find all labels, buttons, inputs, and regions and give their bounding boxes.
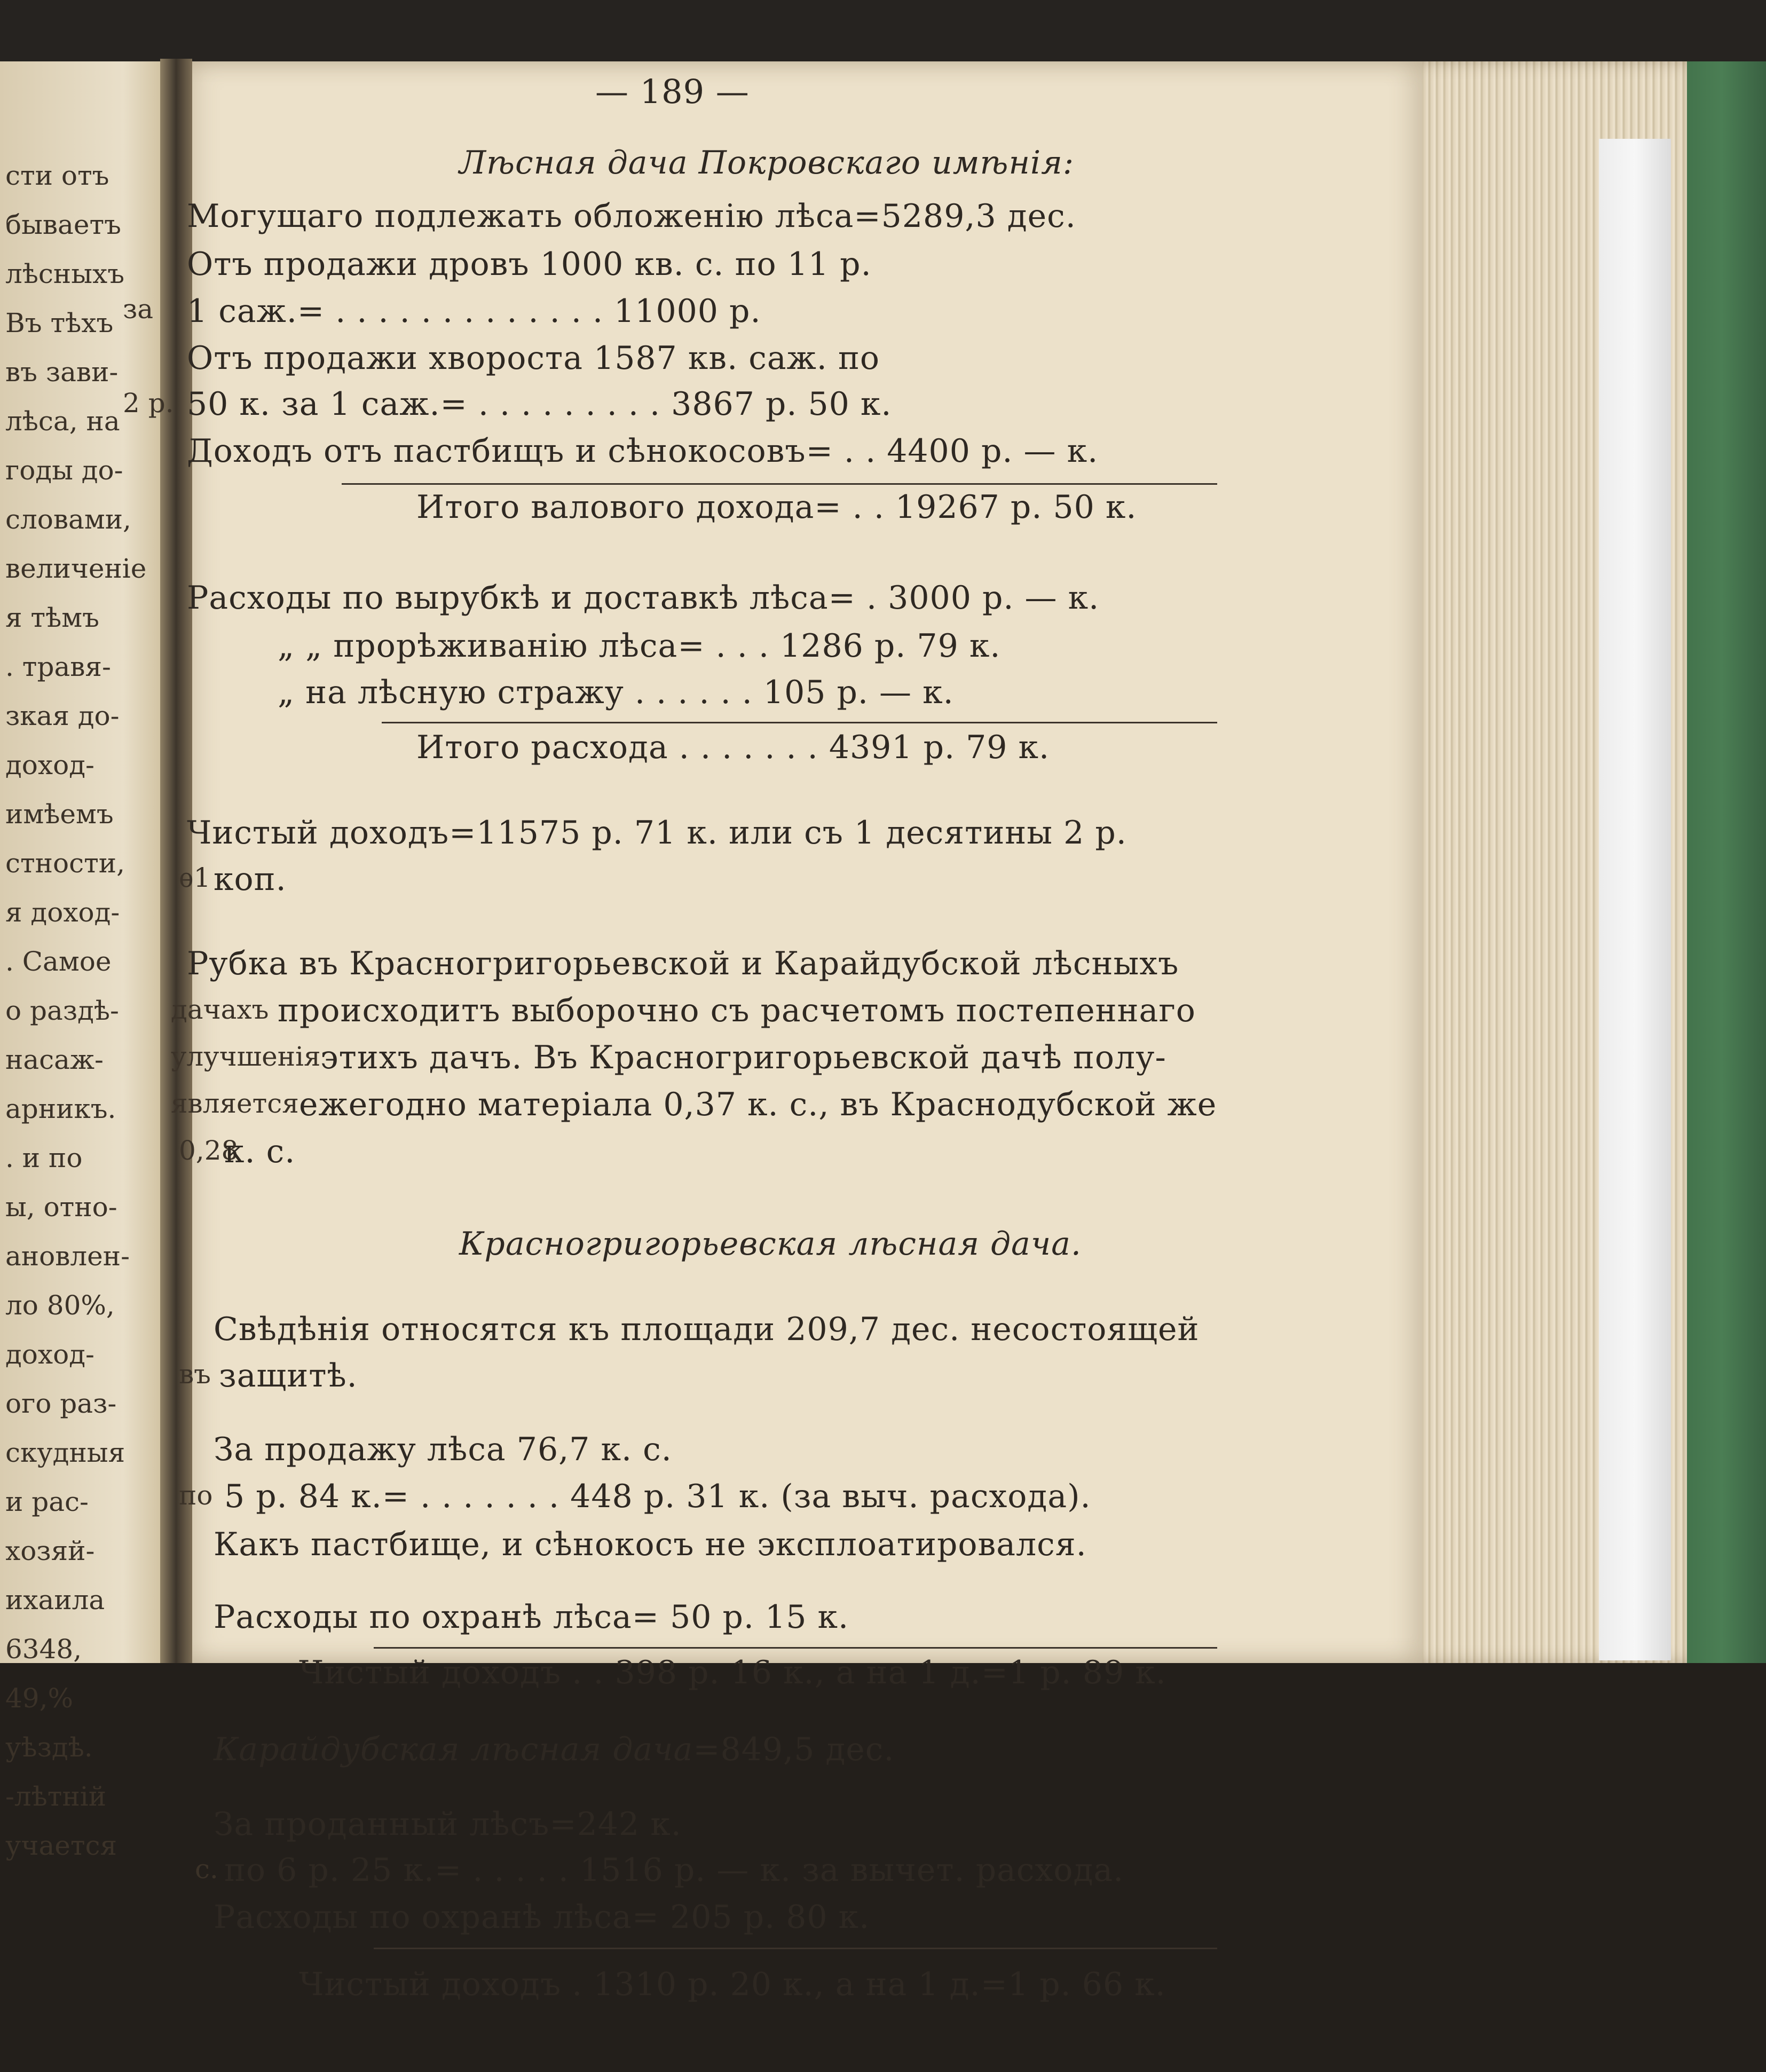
pokrovskoe-total-expense: Итого расхода . . . . . . . 4391 р. 79 к. bbox=[416, 729, 1050, 766]
left-page-fragment: уѣздѣ. bbox=[5, 1732, 93, 1763]
sum-rule bbox=[342, 483, 1217, 485]
sum-rule bbox=[382, 722, 1217, 723]
left-page-fragment: годы до- bbox=[5, 455, 123, 486]
left-page-fragment: ихаила bbox=[5, 1585, 105, 1616]
krasnogrigor-net-income: Чистый доходъ . . 398 р. 16 к., а на 1 д.=1 р. 89 к. bbox=[299, 1654, 1166, 1691]
karaidub-heading-title: Карайдубская лѣсная дача bbox=[214, 1731, 693, 1768]
pokrovskoe-total-income: Итого валового дохода= . . 19267 р. 50 к. bbox=[416, 489, 1137, 526]
karaidub-line-1: За проданный лѣсъ=242 к. bbox=[214, 1806, 682, 1843]
margin-note: по bbox=[179, 1480, 213, 1511]
left-page-fragment: я тѣмъ bbox=[5, 602, 99, 633]
left-page-fragment: 49,% bbox=[5, 1683, 74, 1714]
krasnogrigor-line-1: Свѣдѣнiя относятся къ площади 209,7 дес. несостоящей bbox=[214, 1311, 1200, 1348]
cutting-line-1: Рубка въ Красногригорьевской и Карайдубской лѣсныхъ bbox=[187, 945, 1179, 982]
pokrovskoe-line-10: „ на лѣсную стражу . . . . . . 105 р. — к. bbox=[278, 674, 954, 711]
left-page-fragment: имѣемъ bbox=[5, 799, 114, 830]
page-number: — 189 — bbox=[595, 72, 750, 111]
left-page-fragment: лѣса, на bbox=[5, 406, 120, 437]
pokrovskoe-net-income-cont: коп. bbox=[214, 861, 287, 898]
left-page-fragment: . и по bbox=[5, 1143, 83, 1173]
krasnogrigor-line-2: защитѣ. bbox=[219, 1357, 358, 1395]
cutting-line-3: этихъ дачъ. Въ Красногригорьевской дачѣ полу- bbox=[320, 1039, 1166, 1076]
left-page-fragment: сти отъ bbox=[5, 160, 109, 191]
karaidub-net-income: Чистый доходъ . 1310 р. 20 к., а на 1 д.=1 р. 66 к. bbox=[299, 1966, 1166, 2003]
margin-note: 2 р. bbox=[123, 388, 174, 419]
left-page-fragment: Въ тѣхъ bbox=[5, 308, 114, 338]
pokrovskoe-net-income: Чистый доходъ=11575 р. 71 к. или съ 1 десятины 2 р. bbox=[187, 814, 1127, 852]
pokrovskoe-line-6: Доходъ отъ пастбищъ и сѣнокосовъ= . . 4400 р. — к. bbox=[187, 432, 1099, 470]
pokrovskoe-line-3: 1 саж.= . . . . . . . . . . . . . 11000 р. bbox=[187, 293, 761, 330]
left-page-fragment: словами, bbox=[5, 504, 131, 535]
left-page-fragment: -лѣтнiй bbox=[5, 1781, 107, 1812]
margin-note: с. bbox=[195, 1854, 218, 1885]
pokrovskoe-line-8: Расходы по вырубкѣ и доставкѣ лѣса= . 3000 р. — к. bbox=[187, 579, 1100, 617]
left-page-fragment: ановлен- bbox=[5, 1241, 130, 1272]
sum-rule bbox=[374, 1948, 1217, 1949]
left-page-fragment: въ зави- bbox=[5, 357, 119, 388]
margin-note: за bbox=[123, 294, 154, 325]
margin-note: дачахъ bbox=[171, 994, 269, 1025]
left-page-fragment: скудныя bbox=[5, 1437, 125, 1468]
left-page-fragment: учается bbox=[5, 1830, 117, 1861]
krasnogrigor-line-5: Какъ пастбище, и сѣнокосъ не эксплоатировался. bbox=[214, 1526, 1087, 1563]
margin-note: является bbox=[171, 1088, 299, 1119]
krasnogrigor-line-6: Расходы по охранѣ лѣса= 50 р. 15 к. bbox=[214, 1598, 849, 1636]
margin-note: улучшенiя bbox=[171, 1041, 321, 1072]
left-page-fragment: доход- bbox=[5, 750, 94, 781]
pokrovskoe-line-1: Могущаго подлежать обложенiю лѣса=5289,3 дес. bbox=[187, 198, 1076, 235]
section-heading-krasnogrigor: Красногригорьевская лѣсная дача. bbox=[459, 1225, 1082, 1263]
left-page-fragment: 6348, bbox=[5, 1634, 82, 1665]
krasnogrigor-line-4: 5 р. 84 к.= . . . . . . . 448 р. 31 к. (за выч. расхода). bbox=[224, 1478, 1091, 1515]
left-page-fragment: бываетъ bbox=[5, 209, 121, 240]
left-page-fragment: хозяй- bbox=[5, 1535, 95, 1566]
left-page-fragment: и рас- bbox=[5, 1486, 89, 1517]
left-page-fragment: лѣсныхъ bbox=[5, 258, 125, 289]
left-page-fragment: насаж- bbox=[5, 1044, 104, 1075]
left-page-fragment: арникъ. bbox=[5, 1093, 116, 1124]
karaidub-heading-area: =849,5 дес. bbox=[693, 1731, 895, 1768]
margin-note: въ bbox=[179, 1359, 211, 1390]
left-page-fragment: ого раз- bbox=[5, 1388, 117, 1419]
left-page-fragment: . травя- bbox=[5, 651, 111, 682]
cutting-line-4: ежегодно матерiала 0,37 к. с., въ Краснодубской же bbox=[299, 1086, 1217, 1123]
left-page-fragment: зкая до- bbox=[5, 700, 120, 731]
left-page-fragment: величенiе bbox=[5, 553, 147, 584]
cutting-line-2: происходитъ выборочно съ расчетомъ постепеннаго bbox=[278, 992, 1196, 1029]
cutting-line-5: к. с. bbox=[224, 1133, 296, 1170]
margin-note: ѳ1 bbox=[179, 862, 211, 893]
karaidub-line-2: по 6 р. 25 к.= . . . . . 1516 р. — к. за вычет. расхода. bbox=[224, 1852, 1124, 1889]
margin-note: 0,28 bbox=[179, 1135, 239, 1166]
left-page-fragment: доход- bbox=[5, 1339, 94, 1370]
pokrovskoe-line-9: „ „ прорѣживанiю лѣса= . . . 1286 р. 79 к. bbox=[278, 627, 1001, 665]
left-page-fragment: о раздѣ- bbox=[5, 995, 119, 1026]
inserted-paper-edge bbox=[1599, 139, 1671, 1660]
left-page-fragment: я доход- bbox=[5, 897, 120, 928]
pokrovskoe-line-4: Отъ продажи хвороста 1587 кв. саж. по bbox=[187, 340, 880, 377]
krasnogrigor-line-3: За продажу лѣса 76,7 к. с. bbox=[214, 1431, 672, 1468]
left-page-fragment: ы, отно- bbox=[5, 1192, 117, 1223]
section-heading-pokrovskoe: Лѣсная дача Покровскаго имѣнiя: bbox=[459, 144, 1075, 182]
karaidub-line-3: Расходы по охранѣ лѣса= 205 р. 80 к. bbox=[214, 1898, 870, 1936]
sum-rule bbox=[374, 1647, 1217, 1649]
left-page-fragment: ло 80%, bbox=[5, 1290, 115, 1321]
section-heading-karaidub bbox=[214, 1731, 894, 1768]
left-page-fragment: стности, bbox=[5, 848, 125, 879]
left-page-fragment: . Самое bbox=[5, 946, 112, 977]
pokrovskoe-line-2: Отъ продажи дровъ 1000 кв. с. по 11 р. bbox=[187, 246, 872, 283]
pokrovskoe-line-5: 50 к. за 1 саж.= . . . . . . . . . 3867 р. 50 к. bbox=[187, 385, 892, 423]
